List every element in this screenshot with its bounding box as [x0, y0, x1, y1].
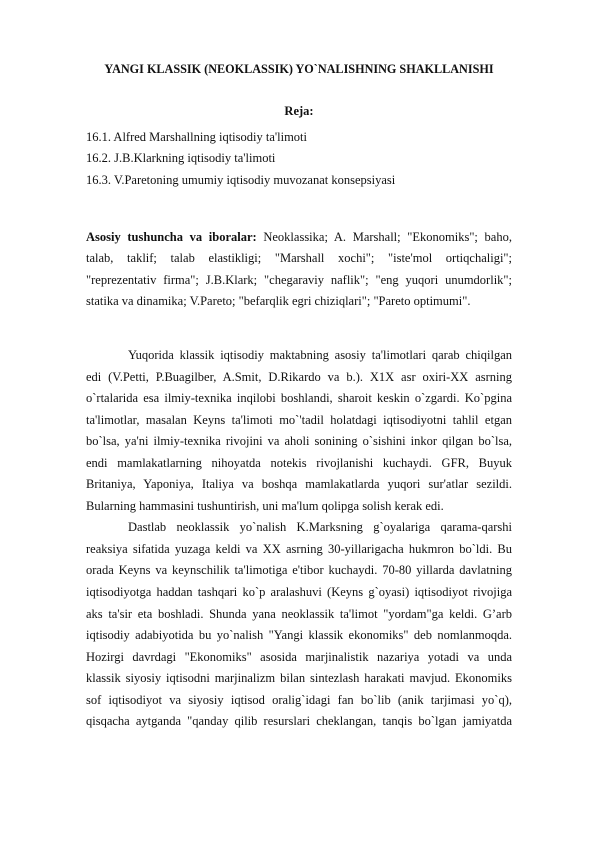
plan-list — [86, 127, 512, 191]
paragraph-line: Hozirgi davrdagi "Ekonomiks" asosida marjinalistik nazariya yotadi va unda — [86, 649, 512, 664]
paragraph-line: klassik siyosiy iqtisodni marjinalizm bilan sintezlash harakati mavjud. Ekonomiks — [86, 671, 512, 686]
paragraph-line: o`rtalarida esa ilmiy-texnika inqilobi boshlandi, sharoit keskin o`zgardi. Ko`pgina — [86, 391, 512, 406]
keywords-label: Asosiy tushuncha va iboralar: — [86, 230, 257, 244]
paragraph-line: Yuqorida klassik iqtisodiy maktabning asosiy ta'limotlari qarab chiqilgan — [128, 348, 512, 362]
paragraph-line: aks ta'sir eta boshladi. Shunda yana neoklassik ta'limot "yordam"ga keldi. G’arb — [86, 606, 512, 621]
paragraph-line: sof iqtisodiyot va siyosiy iqtisod oralig`idagi fan bo`lib (anik tarjimasi yo`q), — [86, 692, 512, 707]
paragraph-line: iqtisodiy adabiyotida bu yo`nalish "Yangi klassik ekonomiks" deb nomlanmoqda. — [86, 628, 512, 643]
plan-item: 16.2. J.B.Klarkning iqtisodiy ta'limoti — [86, 151, 276, 166]
plan-item: 16.1. Alfred Marshallning iqtisodiy ta'limoti — [86, 130, 307, 144]
paragraph-line: Dastlab neoklassik yo`nalish K.Marksning g`oyalariga qarama-qarshi — [128, 520, 512, 535]
keywords-block — [86, 227, 512, 313]
paragraph-line: reaksiya sifatida yuzaga keldi va XX asrning 30-yillarigacha hukmron bo`ldi. Bu — [86, 541, 512, 556]
body-text — [86, 345, 512, 733]
paragraph-line: Bularning hammasini tushuntirish, uni ma'lum qolipga solish kerak edi. — [86, 498, 444, 513]
plan-item: 16.3. V.Paretoning umumiy iqtisodiy muvozanat konsepsiyasi — [86, 172, 396, 187]
keywords-text: Neoklassika; A. Marshall; "Ekonomiks"; baho, — [256, 230, 512, 244]
paragraph-line: ta'limotlar, masalan Keyns ta'limoti mo`'tadil holatdagi iqtisodiyotni tahlil etgan — [86, 412, 512, 427]
keywords-line — [86, 227, 512, 248]
paragraph-line: Britaniya, Yaponiya, Italiya va boshqa mamlakatlarda yuqori sur'atlar sezildi. — [86, 477, 512, 492]
paragraph-line: bo`lsa, ya'ni ilmiy-texnika rivojini va aholi sonining o`sishini inkor qilgan bo`lsa, — [86, 434, 512, 449]
plan-heading: Reja: — [284, 104, 314, 118]
keywords-line: "reprezentativ firma"; J.B.Klark; "chegaraviy naflik"; "eng yuqori unumdorlik"; — [86, 272, 512, 287]
paragraph-line: edi (V.Petti, P.Buagilber, A.Smit, D.Rikardo va b.). X1X asr oxiri-XX asrning — [86, 369, 512, 384]
keywords-line: talab, taklif; talab elastikligi; "Marshall xochi"; "iste'mol ortiqchaligi"; — [86, 251, 512, 266]
paragraph-line: qisqacha aytganda "qanday qilib resurslari cheklangan, tanqis bo`lgan jamiyatda — [86, 714, 512, 729]
paragraph-line: orada Keyns va keynschilik ta'limotiga e'tibor kuchaydi. 70-80 yillarda davlatning — [86, 563, 512, 578]
keywords-line: statika va dinamika; V.Pareto; "befarqlik egri chiziqlari"; "Pareto optimumi". — [86, 294, 471, 309]
paragraph-line: iqtisodiyotga haddan tashqari ko`p aralashuvi (Keyns g`oyasi) iqtisodiyot rivojiga — [86, 585, 512, 600]
paragraph-line: endi mamlakatlarning nihoyatda notekis rivojlanishi kuchaydi. GFR, Buyuk — [86, 455, 512, 470]
page-title: YANGI KLASSIK (NEOKLASSIK) YO`NALISHNING SHAKLLANISHI — [104, 62, 494, 76]
